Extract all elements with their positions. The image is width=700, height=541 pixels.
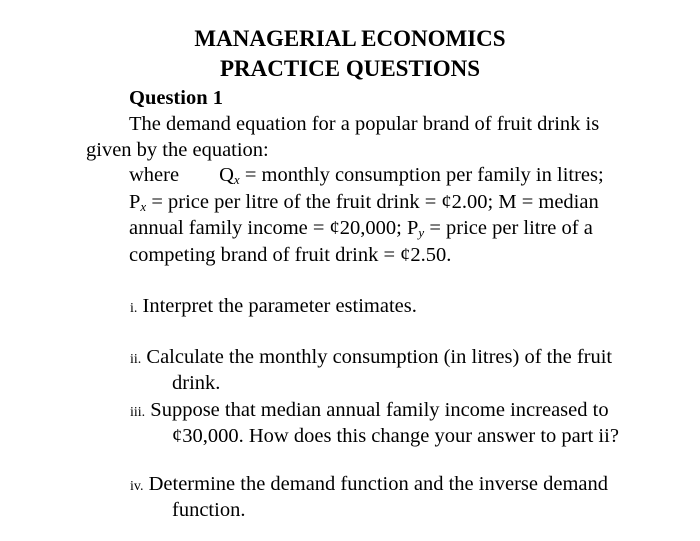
part-iii-number: iii. — [130, 405, 146, 420]
question-intro-line1: The demand equation for a popular brand of fruit drink is — [129, 113, 600, 135]
definition-line-income — [129, 215, 593, 241]
part-iv-number: iv. — [130, 479, 144, 494]
px-definition: = price per litre of the fruit drink = ¢2.00; M = median — [146, 191, 599, 213]
definition-line-qx — [129, 162, 604, 188]
part-i-text: Interpret the parameter estimates. — [137, 295, 417, 317]
part-ii-text-line2: drink. — [172, 372, 221, 394]
income-definition: annual family income = ¢20,000; P — [129, 217, 419, 239]
document-title-line2: PRACTICE QUESTIONS — [219, 56, 481, 81]
question-heading: Question 1 — [129, 87, 223, 109]
part-ii — [130, 344, 612, 373]
part-iii-text-line2: ¢30,000. How does this change your answer to part ii? — [172, 425, 619, 447]
part-ii-text-line1: Calculate the monthly consumption (in litres) of the fruit — [141, 346, 613, 368]
document-title-line1: MANAGERIAL ECONOMICS — [194, 26, 506, 51]
question-intro-line2: given by the equation: — [86, 139, 269, 161]
px-subscript: x — [140, 199, 147, 214]
part-iv — [130, 471, 608, 500]
definition-line-px — [129, 189, 599, 215]
part-iii-text-line1: Suppose that median annual family income increased to — [145, 399, 609, 421]
part-i — [130, 293, 417, 322]
part-iii — [130, 397, 609, 426]
px-letter: P — [129, 191, 141, 213]
part-i-number: i. — [130, 301, 138, 316]
part-iv-text-line1: Determine the demand function and the inverse demand — [143, 473, 608, 495]
part-ii-number: ii. — [130, 352, 142, 367]
part-iv-text-line2: function. — [172, 499, 246, 521]
where-word: where — [129, 164, 180, 186]
qx-subscript: x — [233, 172, 240, 187]
py-subscript: y — [418, 225, 425, 240]
qx-letter: Q — [219, 164, 234, 186]
qx-definition: = monthly consumption per family in litres; — [239, 164, 604, 186]
definition-line-competing: competing brand of fruit drink = ¢2.50. — [129, 244, 452, 266]
py-definition: = price per litre of a — [424, 217, 593, 239]
